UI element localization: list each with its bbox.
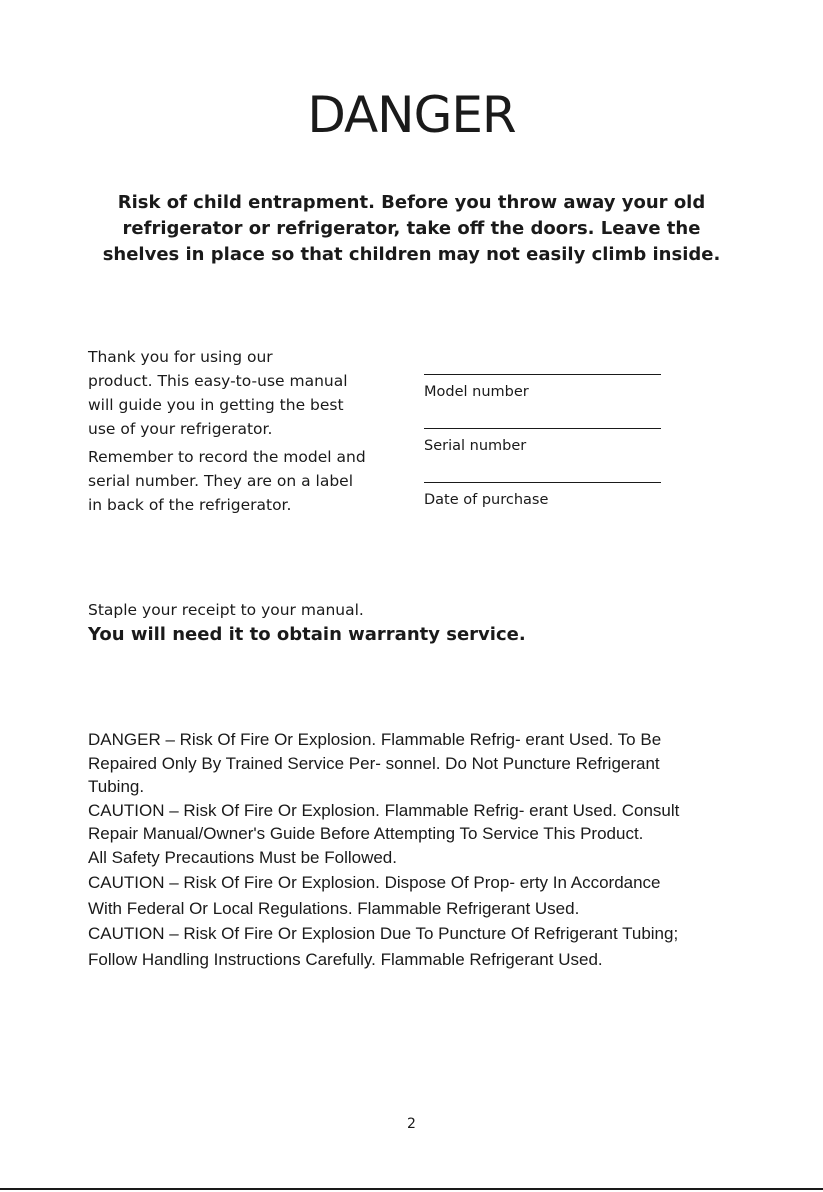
record-reminder-paragraph [88,445,398,517]
intro-line: Thank you for using our [88,348,273,366]
caution-line: Repair Manual/Owner's Guide Before Attempting To Service This Product. [88,824,644,843]
intro-line: use of your refrigerator. [88,420,273,438]
serial-number-field[interactable] [424,428,661,455]
serial-number-label: Serial number [424,438,527,454]
date-of-purchase-field[interactable] [424,482,661,509]
intro-text [88,345,398,517]
caution-line: Tubing. [88,777,145,796]
caution-line: All Safety Precautions Must be Followed. [88,847,397,867]
intro-line: serial number. They are on a label [88,472,354,490]
model-number-field[interactable] [424,374,661,401]
page-number: 2 [407,1116,416,1132]
warning-line: Risk of child entrapment. Before you throw away your old [117,192,706,213]
warning-line: refrigerator or refrigerator, take off the doors. Leave the [122,218,701,239]
flammable-refrigerant-cautions [88,728,778,971]
caution-line: Follow Handling Instructions Carefully. Flammable Refrigerant Used. [88,949,603,969]
page-title: DANGER [307,86,516,144]
date-of-purchase-label: Date of purchase [424,492,549,508]
caution-line: DANGER – Risk Of Fire Or Explosion. Flammable Refrig- erant Used. To Be [88,730,662,749]
intro-line: Remember to record the model and [88,448,366,466]
caution-line: With Federal Or Local Regulations. Flammable Refrigerant Used. [88,898,580,918]
caution-line: CAUTION – Risk Of Fire Or Explosion Due To Puncture Of Refrigerant Tubing; [88,924,679,943]
caution-line: Repaired Only By Trained Service Per- sonnel. Do Not Puncture Refrigerant [88,753,660,773]
intro-line: in back of the refrigerator. [88,496,292,514]
receipt-note: Staple your receipt to your manual. [88,601,364,619]
thank-you-paragraph [88,345,398,441]
bottom-rule [0,1188,823,1190]
intro-line: product. This easy-to-use manual [88,372,348,390]
child-entrapment-warning [60,190,763,268]
model-number-label: Model number [424,384,529,400]
caution-line: CAUTION – Risk Of Fire Or Explosion. Flammable Refrig- erant Used. Consult [88,800,680,820]
caution-line: CAUTION – Risk Of Fire Or Explosion. Dispose Of Prop- erty In Accordance [88,873,661,892]
warning-line: shelves in place so that children may not easily climb inside. [102,244,721,265]
warranty-note: You will need it to obtain warranty service. [88,624,526,645]
intro-line: will guide you in getting the best [88,396,344,414]
